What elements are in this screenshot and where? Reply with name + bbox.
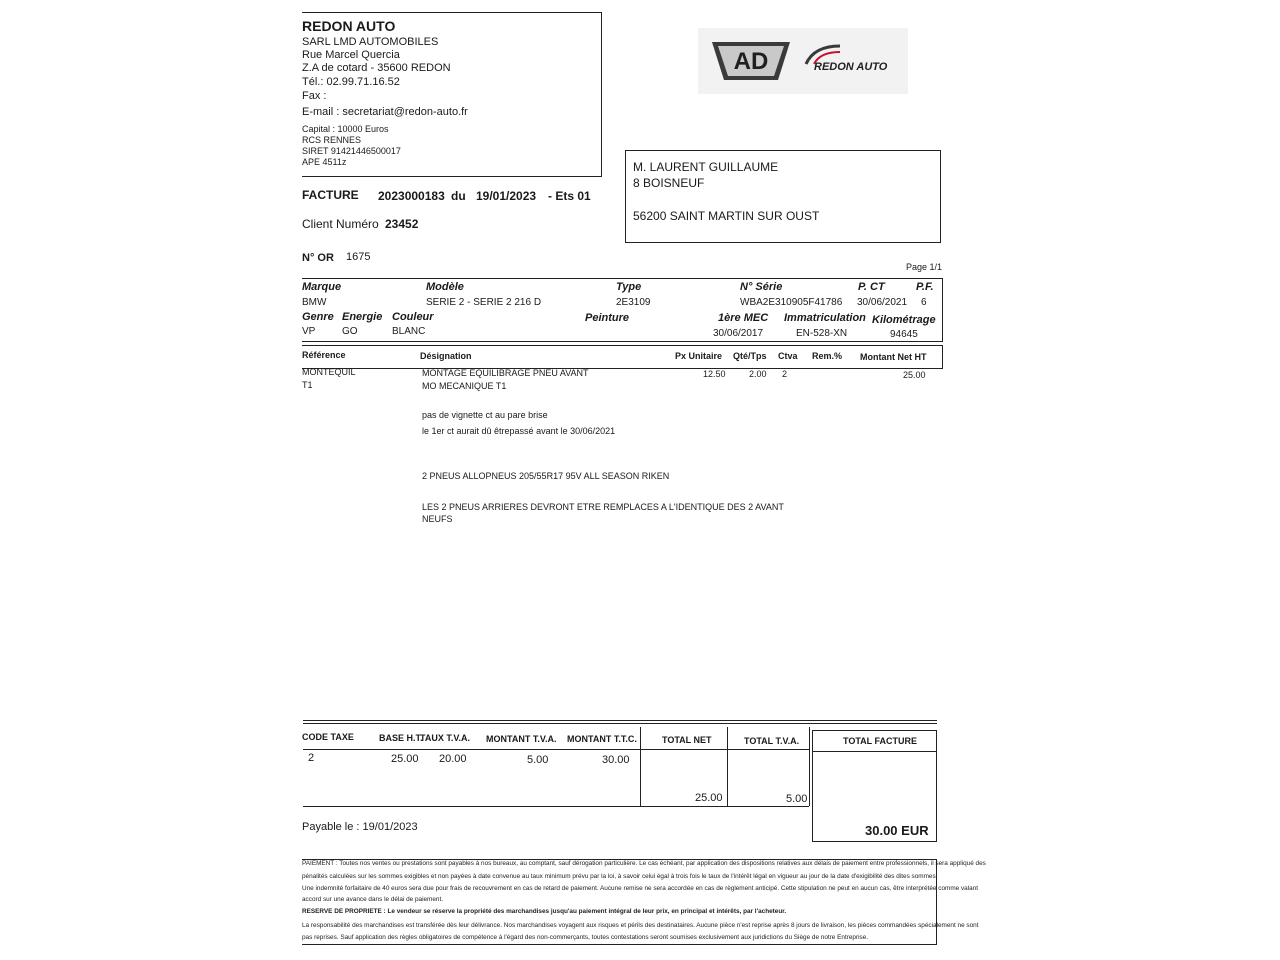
line-note-1: pas de vignette ct au pare brise: [422, 410, 548, 420]
legal-line-2: pénalités calculées sur les sommes exigibles et non payées à date convenue au taux minimum prévu par la loi, à savoir celui égal à trois fois le taux de l'intérêt légal en vigueur au jour de la date d'exigibilité des dites sommes.: [302, 873, 938, 880]
client-number-label: Client Numéro: [302, 217, 379, 231]
company-fax: Fax :: [302, 90, 327, 102]
legal-line-1: PAIEMENT : Toutes nos ventes ou prestations sont payables à nos bureaux, au comptant, sauf dérogation particulière. Le cas échéant, par application des dispositions relatives aux délais de paiement entre professionnels, il sera appliqué des: [302, 860, 986, 867]
line-designation-1: MONTAGE EQUILIBRAGE PNEU AVANT: [422, 368, 589, 378]
totals-base-header: BASE H.T.: [379, 733, 423, 743]
vehicle-pct-header: P. CT: [858, 281, 885, 293]
redon-auto-logo: [800, 42, 890, 74]
vehicle-peinture-header: Peinture: [585, 312, 630, 324]
company-siret: SIRET 91421446500017: [302, 146, 401, 156]
invoice-label: FACTURE: [302, 188, 359, 202]
totals-ttva-header: TOTAL T.V.A.: [744, 736, 800, 746]
totals-code: 2: [308, 752, 315, 764]
or-label: N° OR: [302, 252, 334, 264]
vehicle-modele-header: Modèle: [426, 281, 464, 293]
line-ref-1: MONTEQUIL: [302, 367, 356, 377]
vehicle-marque: BMW: [302, 297, 327, 308]
vehicle-couleur-header: Couleur: [392, 311, 434, 323]
vehicle-immat-header: Immatriculation: [784, 312, 866, 324]
totals-tnet-header: TOTAL NET: [662, 735, 712, 745]
payable-date: Payable le : 19/01/2023: [302, 821, 418, 833]
line-qte: 2.00: [749, 369, 767, 379]
svg-text:AD: AD: [733, 48, 769, 75]
lines-rem-header: Rem.%: [812, 351, 843, 361]
lines-designation-header: Désignation: [420, 351, 472, 361]
totals-divider-2: [727, 727, 728, 806]
totals-mtva: 5.00: [527, 754, 549, 766]
line-note-5: NEUFS: [422, 514, 453, 524]
vehicle-mec: 30/06/2017: [713, 328, 764, 339]
ad-logo: [708, 38, 794, 84]
company-rcs: RCS RENNES: [302, 135, 362, 145]
client-name: M. LAURENT GUILLAUME: [633, 160, 779, 174]
vehicle-marque-header: Marque: [302, 281, 342, 293]
company-line3: Z.A de cotard - 35600 REDON: [302, 62, 451, 74]
vehicle-type-header: Type: [616, 281, 642, 293]
vehicle-serie: WBA2E310905F41786: [740, 297, 843, 308]
line-note-2: le 1er ct aurait dû êtrepassé avant le 30/06/2021: [422, 426, 616, 436]
lines-ctva-header: Ctva: [778, 351, 798, 361]
vehicle-pct: 30/06/2021: [857, 297, 908, 308]
company-ape: APE 4511z: [302, 157, 347, 167]
invoice-ets: - Ets 01: [548, 189, 591, 203]
line-note-3: 2 PNEUS ALLOPNEUS 205/55R17 95V ALL SEASON RIKEN: [422, 471, 670, 481]
legal-line-4: accord sur une avance dans le délai de paiement.: [302, 896, 444, 903]
lines-qte-header: Qté/Tps: [733, 351, 767, 361]
company-email: E-mail : secretariat@redon-auto.fr: [302, 106, 468, 118]
vehicle-pf: 6: [921, 297, 927, 308]
page-number: Page 1/1: [906, 262, 943, 272]
vehicle-pf-header: P.F.: [916, 281, 934, 293]
company-phone: Tél.: 02.99.71.16.52: [302, 76, 400, 88]
scan-crop-mask: [0, 0, 302, 960]
vehicle-energie: GO: [342, 326, 358, 337]
legal-line-5: RESERVE DE PROPRIETE : Le vendeur se réserve la propriété des marchandises jusqu'au paiement intégral de leur prix, en principal et intérêts, par l'acheteur.: [302, 908, 787, 915]
vehicle-couleur: BLANC: [392, 326, 426, 337]
company-name: REDON AUTO: [302, 18, 396, 34]
vehicle-immat: EN-528-XN: [796, 328, 848, 339]
total-facture-header: TOTAL FACTURE: [843, 736, 917, 746]
legal-line-3: Une indemnité forfaitaire de 40 euros sera due pour frais de recouvrement en cas de retard de paiement. Aucune remise ne sera accordée en cas de règlement anticipé. Cette stipulation ne peut en aucun cas, être interprétée comme valant: [302, 885, 979, 892]
totals-taux-header: TAUX T.V.A.: [420, 733, 471, 743]
totals-header-rule: [303, 749, 809, 750]
lines-pu-header: Px Unitaire: [675, 351, 723, 361]
vehicle-genre-header: Genre: [302, 311, 334, 323]
totals-divider-3: [809, 727, 810, 806]
client-address2: 56200 SAINT MARTIN SUR OUST: [633, 209, 820, 223]
totals-divider-1: [640, 727, 641, 806]
line-pu: 12.50: [703, 369, 726, 379]
line-designation-2: MO MECANIQUE T1: [422, 381, 507, 391]
client-number: 23452: [385, 217, 419, 231]
vehicle-genre: VP: [302, 326, 316, 337]
totals-mttc: 30.00: [602, 754, 630, 766]
totals-bottom-rule: [303, 806, 809, 807]
vehicle-energie-header: Energie: [342, 311, 383, 323]
totals-mtva-header: MONTANT T.V.A.: [486, 734, 557, 744]
vehicle-km: 94645: [890, 329, 918, 340]
legal-line-6: La responsabilité des marchandises est transférée dès leur délivrance. Nos marchandises voyagent aux risques et périls des destinataires. Aucune pièce n'est reprise après 8 jours de livraison, les pièces commandées spécialement ne sont: [302, 922, 979, 929]
lines-ref-header: Référence: [302, 350, 346, 360]
vehicle-mec-header: 1ère MEC: [718, 312, 769, 324]
company-capital: Capital : 10000 Euros: [302, 124, 389, 134]
totals-top-rule-1: [303, 720, 937, 721]
invoice-date: 19/01/2023: [476, 189, 537, 203]
invoice-number: 2023000183: [378, 189, 445, 203]
company-line1: SARL LMD AUTOMOBILES: [302, 36, 439, 48]
vehicle-type: 2E3109: [616, 297, 651, 308]
total-facture-rule: [812, 751, 937, 752]
totals-ttva: 5.00: [786, 793, 808, 805]
vehicle-km-header: Kilométrage: [872, 314, 936, 326]
lines-header-box: [298, 345, 943, 369]
totals-top-rule-2: [303, 723, 937, 724]
svg-text:REDON AUTO: REDON AUTO: [814, 61, 888, 73]
line-ctva: 2: [782, 369, 788, 379]
client-address1: 8 BOISNEUF: [633, 176, 705, 190]
totals-tnet: 25.00: [695, 792, 723, 804]
legal-line-7: pas reprises. Sauf application des règles obligatoires de compétence à l'égard des non-commerçants, toutes contestations seront soumises exclusivement aux juridictions du Siège de notre Entreprise.: [302, 934, 869, 941]
line-note-4: LES 2 PNEUS ARRIERES DEVRONT ETRE REMPLACES A L'IDENTIQUE DES 2 AVANT: [422, 502, 784, 512]
line-montant: 25.00: [903, 370, 926, 380]
totals-base: 25.00: [391, 753, 419, 765]
or-number: 1675: [346, 251, 371, 263]
vehicle-modele: SERIE 2 - SERIE 2 216 D: [426, 297, 542, 308]
lines-montant-header: Montant Net HT: [860, 352, 927, 362]
invoice-du: du: [451, 189, 466, 203]
total-facture-amount: 30.00 EUR: [865, 823, 929, 838]
line-ref-2: T1: [302, 380, 313, 390]
vehicle-serie-header: N° Série: [740, 281, 783, 293]
totals-taux: 20.00: [439, 753, 467, 765]
totals-code-header: CODE TAXE: [302, 732, 354, 742]
totals-mttc-header: MONTANT T.T.C.: [567, 734, 637, 744]
company-line2: Rue Marcel Quercia: [302, 49, 400, 61]
